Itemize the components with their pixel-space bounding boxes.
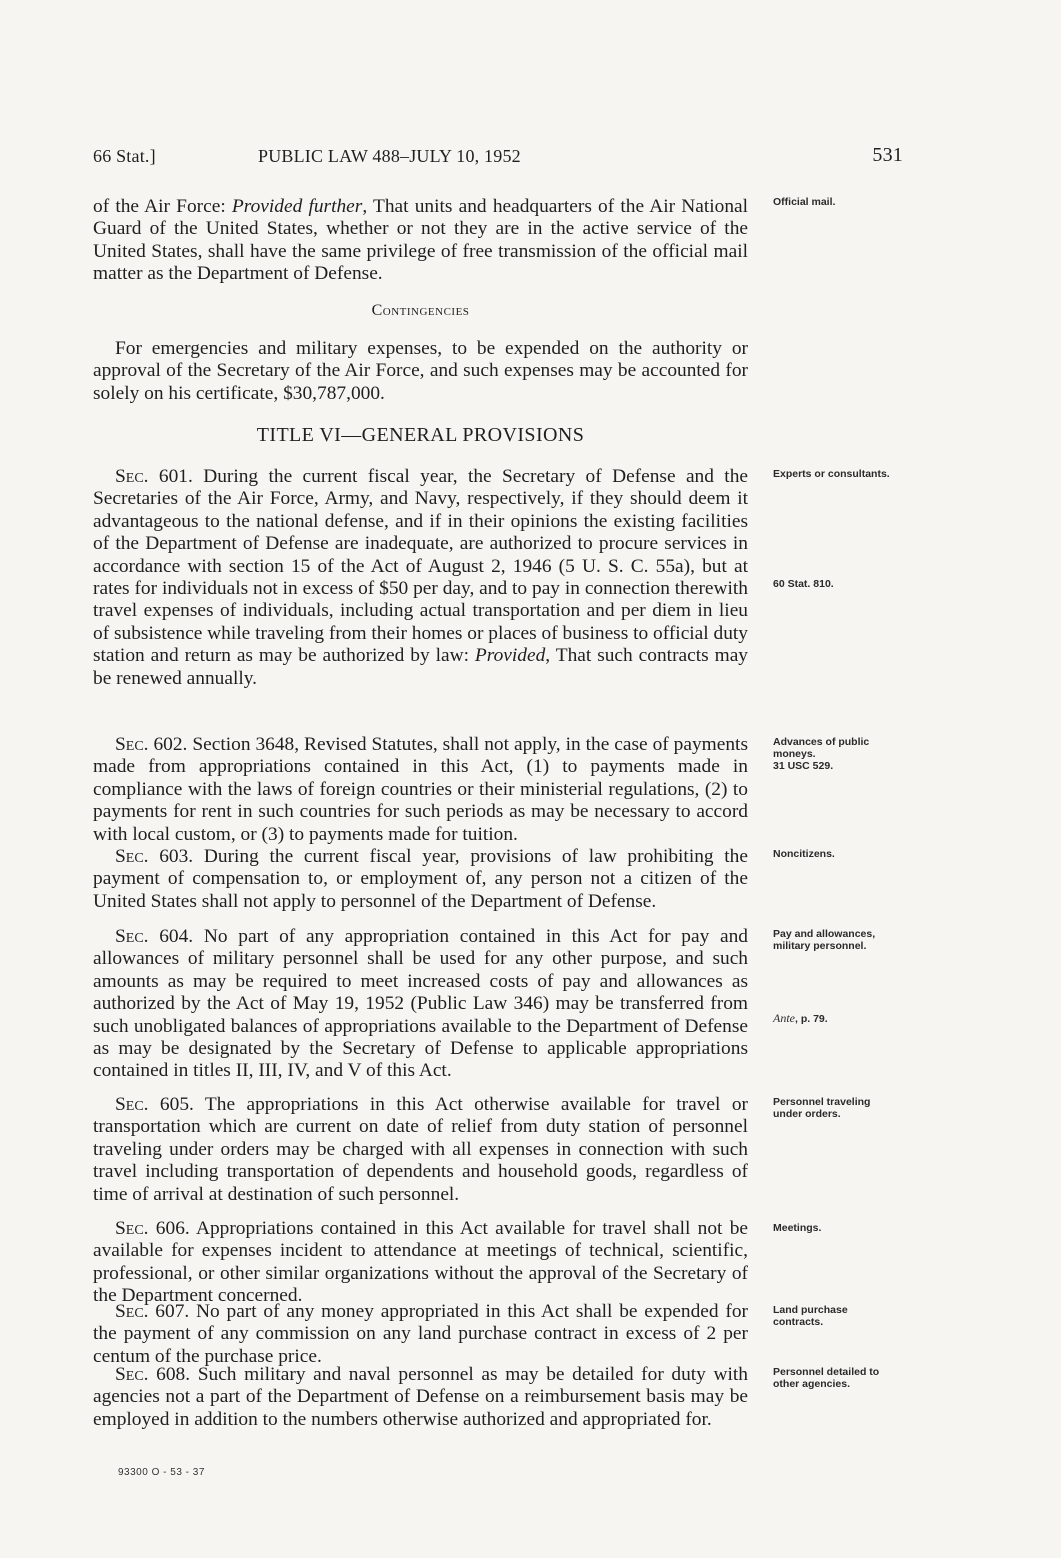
section-607: Sec. 607. No part of any money appropriated in this Act shall be expended for the payment of any commission on any land purchase contract in excess of 2 per centum of the purchase price. xyxy=(93,1301,748,1367)
section-601: Sec. 601. During the current fiscal year, the Secretary of Defense and the Secretaries of the Air Force, Army, and Navy, respectively, if they should deem it advantageous to the national defense, and if in their opinions the existing facilities of the Department of Defense are inadequate, are authorized to procure services in accordance with section 15 of the Act of August 2, 1946 (5 U. S. C. 55a), but at rates for individuals not in excess of $50 per day, and to pay in connection therewith travel expenses of individuals, including actual transportation and per diem in lieu of subsistence while traveling from their homes or places of business to official duty station and return as may be authorized by law: Provided, That such contracts may be renewed annually. xyxy=(93,466,749,689)
section-604: Sec. 604. No part of any appropriation contained in this Act for pay and allowances of military personnel shall be used for any other purpose, and such amounts as may be required to meet increased costs of pay and allowances as authorized by the Act of May 19, 1952 (Public Law 346) may be transferred from such unobligated balances of appropriations available to the Department of Defense as may be designated by the Secretary of Defense to applicable appropriations contained in titles II, III, IV, and V of this Act. xyxy=(93,926,748,1082)
heading-contingencies: Contingencies xyxy=(371,302,470,319)
running-header-title: PUBLIC LAW 488–JULY 10, 1952 xyxy=(258,146,521,166)
section-603: Sec. 603. During the current fiscal year, provisions of law prohibiting the payment of compensation to, or employment of, any person not a citizen of the United States shall not apply to personnel of the Department of Defense. xyxy=(93,846,748,912)
margin-note-advances-text: Advances of public moneys. xyxy=(773,736,870,760)
margin-note-meetings: Meetings. xyxy=(773,1222,822,1234)
margin-note-advances xyxy=(773,736,898,772)
margin-note-ante-p79: Ante, p. 79. xyxy=(773,1011,828,1025)
margin-note-personnel-travel: Personnel traveling under orders. xyxy=(773,1096,871,1120)
title-vi-heading: TITLE VI—GENERAL PROVISIONS xyxy=(256,424,585,446)
paragraph-contingencies: For emergencies and military expenses, to be expended on the authority or approval of the Secretary of the Air Force, and such expenses may be accounted for solely on his certificate, $30,787,000. xyxy=(93,338,748,404)
margin-note-official-mail: Official mail. xyxy=(773,196,836,208)
section-608: Sec. 608. Such military and naval personnel as may be detailed for duty with agencies not a part of the Department of Defense on a reimbursement basis may be employed in addition to the numbers otherwise authorized and appropriated for. xyxy=(93,1364,748,1430)
margin-note-land-purchase: Land purchase contracts. xyxy=(773,1304,848,1328)
section-602: Sec. 602. Section 3648, Revised Statutes, shall not apply, in the case of payments made from appropriations contained in this Act, (1) to payments made in compliance with the laws of foreign countries or their ministerial regulations, (2) to payments for rent in such countries for such periods as may be necessary to accord with local custom, or (3) to payments made for tuition. xyxy=(93,734,748,845)
margin-note-pay-allowances: Pay and allowances, military personnel. xyxy=(773,928,876,952)
margin-note-personnel-detailed: Personnel detailed to other agencies. xyxy=(773,1366,880,1390)
page-number: 531 xyxy=(872,144,903,166)
paragraph-official-mail: of the Air Force: Provided further, That units and headquarters of the Air National Guard of the United States, whether or not they are in the active service of the United States, shall have the same privilege of free transmission of the official mail matter as the Department of Defense. xyxy=(93,196,749,285)
margin-note-31-usc-529: 31 USC 529. xyxy=(773,760,834,772)
printer-code-footer: 93300 O - 53 - 37 xyxy=(118,1467,205,1478)
statute-reference: 66 Stat.] xyxy=(93,146,156,166)
margin-note-60-stat-810: 60 Stat. 810. xyxy=(773,578,834,590)
margin-note-noncitizens: Noncitizens. xyxy=(773,848,835,860)
margin-note-experts: Experts or consultants. xyxy=(773,468,890,480)
section-606: Sec. 606. Appropriations contained in this Act available for travel shall not be available for expenses incident to attendance at meetings of technical, scientific, professional, or other similar organizations without the approval of the Secretary of the Department concerned. xyxy=(93,1218,748,1307)
section-605: Sec. 605. The appropriations in this Act otherwise available for travel or transportation which are current on date of relief from duty station of personnel traveling under orders may be charged with all expenses in connection with such travel including transportation of dependents and household goods, regardless of time of arrival at destination of such personnel. xyxy=(93,1094,748,1205)
